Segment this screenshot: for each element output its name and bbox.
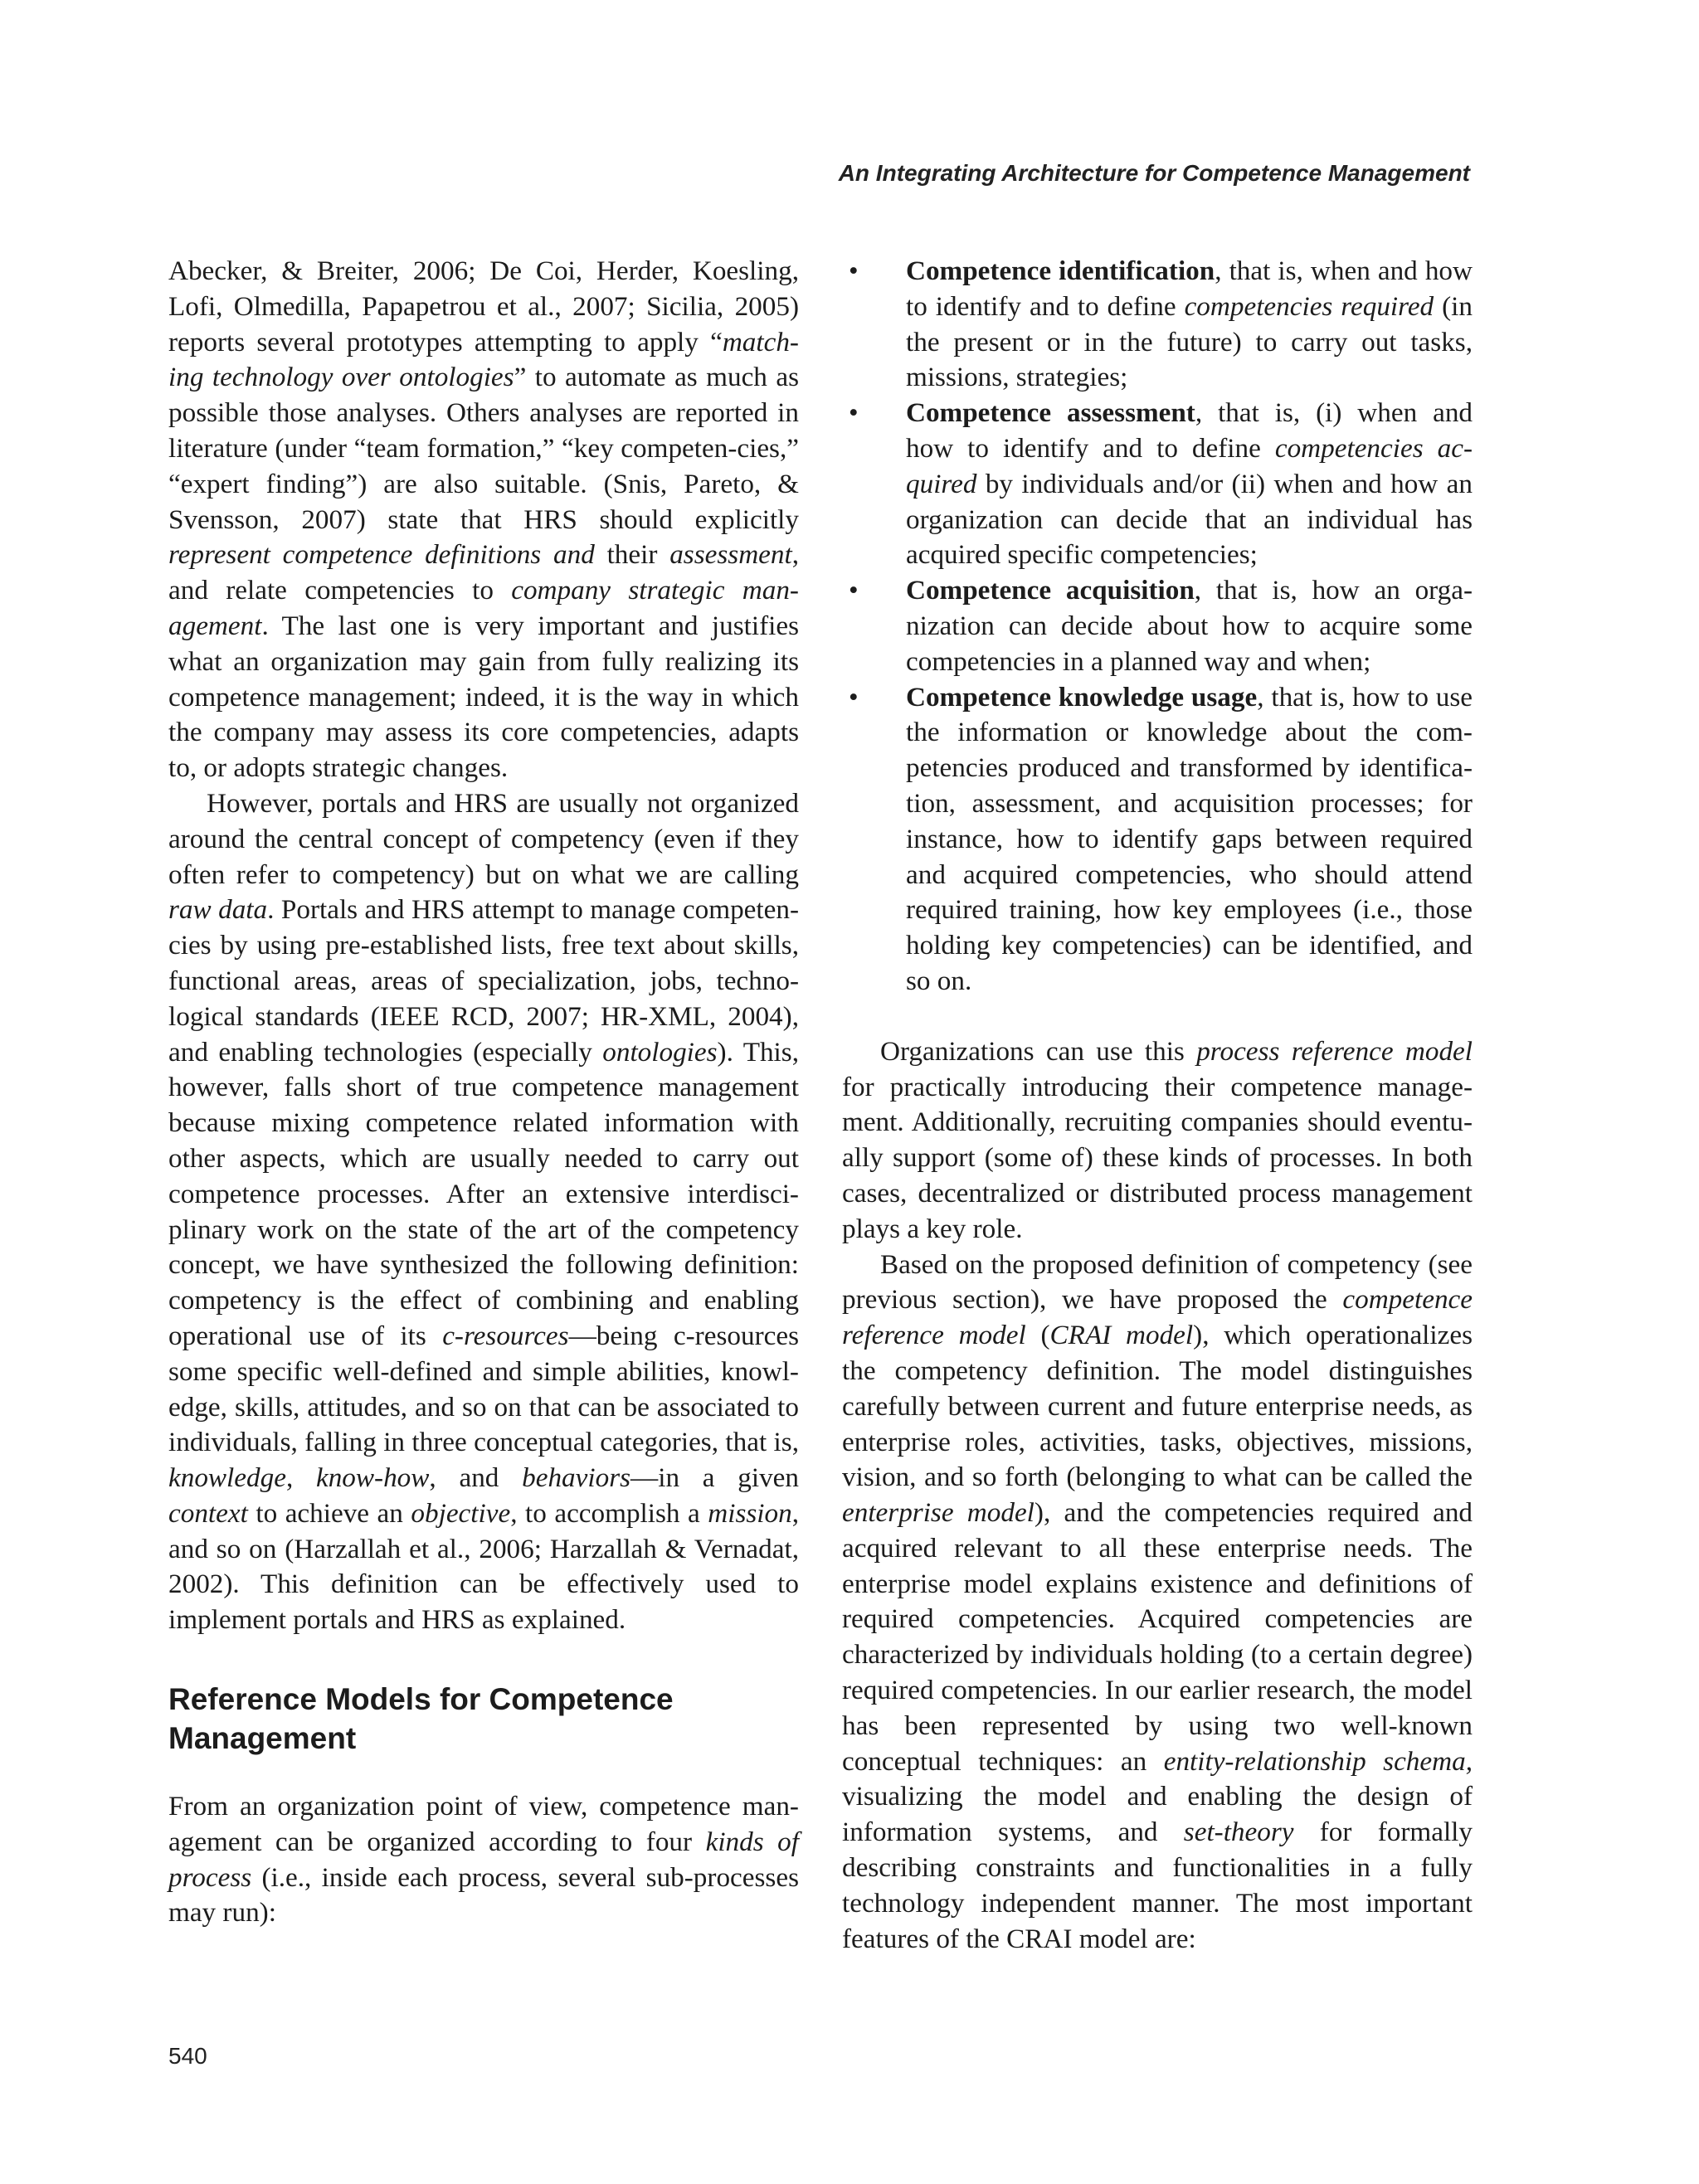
list-item: • Competence knowledge usage, that is, how to use the information or knowledge about the com-petencies produced and transformed by identifica-tion, assessment, and acquisition processes; for instance, how to identify gaps between required and acquired competencies, who should attend required training, how key employees (i.e., those holding key competencies) can be identified, and so on.: [849, 681, 1473, 996]
running-head-title: An Integrating Architecture for Competence Management: [838, 160, 1470, 186]
paragraph-2: However, portals and HRS are usually not organized around the central concept of competency (even if they often refer to competency) but on what we are calling raw data. Portals and HRS attempt to manage competen-cies by using pre-established lists, free text about skills, functional areas, areas of specialization, jobs, techno-logical standards (IEEE RCD, 2007; HR-XML, 2004), and enabling technologies (especially ontologies). This, however, falls short of true competence management because mixing competence related information with other aspects, which are usually needed to carry out competence processes. After an extensive interdisci-plinary work on the state of the art of the competency concept, we have synthesized the following definition: competency is the effect of combining and enabling operational use of its c-resources—being c-resources some specific well-defined and simple abilities, knowl-edge, skills, attitudes, and so on that can be associated to individuals, falling in three conceptual categories, that is, knowledge, know-how, and behaviors—in a given context to achieve an objective, to accomplish a mission, and so on (Harzallah et al., 2006; Harzallah & Vernadat, 2002). This definition can be effectively used to implement portals and HRS as explained.: [168, 787, 800, 1636]
paragraph-3: From an organization point of view, competence man-agement can be organized according to four kinds of process (i.e., inside each process, several sub-processes may run):: [168, 1791, 799, 1929]
list-item: • Competence assessment, that is, (i) when and how to identify and to define competencies ac-quired by individuals and/or (ii) when and how an organization can decide that an individual has acquired specific competencies;: [849, 397, 1473, 571]
page-number: 540: [168, 2043, 207, 2069]
list-item: • Competence acquisition, that is, how an orga-nization can decide about how to acquire some competencies in a planned way and when;: [849, 575, 1473, 677]
left-column: [168, 254, 799, 1931]
list-item: • Competence identification, that is, when and how to identify and to define competencies required (in the present or in the future) to carry out tasks, missions, strategies;: [849, 255, 1473, 393]
section-heading: Reference Models for Competence Management: [168, 1682, 674, 1756]
paragraph-4: Organizations can use this process reference model for practically introducing their competence manage-ment. Additionally, recruiting companies should eventu-ally support (some of) these kinds of processes. In both cases, decentralized or distributed process management plays a key role.: [842, 1035, 1473, 1244]
paragraph-1: Abecker, & Breiter, 2006; De Coi, Herder, Koesling, Lofi, Olmedilla, Papapetrou et al., 2007; Sicilia, 2005) reports several prototypes attempting to apply “match-ing technology over ontologies” to automate as much as possible those analyses. Others analyses are reported in literature (under “team formation,” “key competen-cies,” “expert finding”) are also suitable. (Snis, Pareto, & Svensson, 2007) state that HRS should explicitly represent competence definitions and their assessment, and relate competencies to company strategic man-agement. The last one is very important and justifies what an organization may gain from fully realizing its competence management; indeed, it is the way in which the company may assess its core competencies, adapts to, or adopts strategic changes.: [168, 255, 799, 784]
process-list: [842, 254, 1473, 1000]
paragraph-5: Based on the proposed definition of competency (see previous section), we have proposed the competence reference model (CRAI model), which operationalizes the competency definition. The model distinguishes carefully between current and future enterprise needs, as enterprise roles, activities, tasks, objectives, missions, vision, and so forth (belonging to what can be called the enterprise model), and the competencies required and acquired relevant to all these enterprise needs. The enterprise model explains existence and definitions of required competencies. Acquired competencies are characterized by individuals holding (to a certain degree) required competencies. In our earlier research, the model has been represented by using two well-known conceptual techniques: an entity-relationship schema, visualizing the model and enabling the design of information systems, and set-theory for formally describing constraints and functionalities in a fully technology independent manner. The most important features of the CRAI model are:: [842, 1248, 1473, 1954]
right-column: [842, 254, 1473, 1957]
